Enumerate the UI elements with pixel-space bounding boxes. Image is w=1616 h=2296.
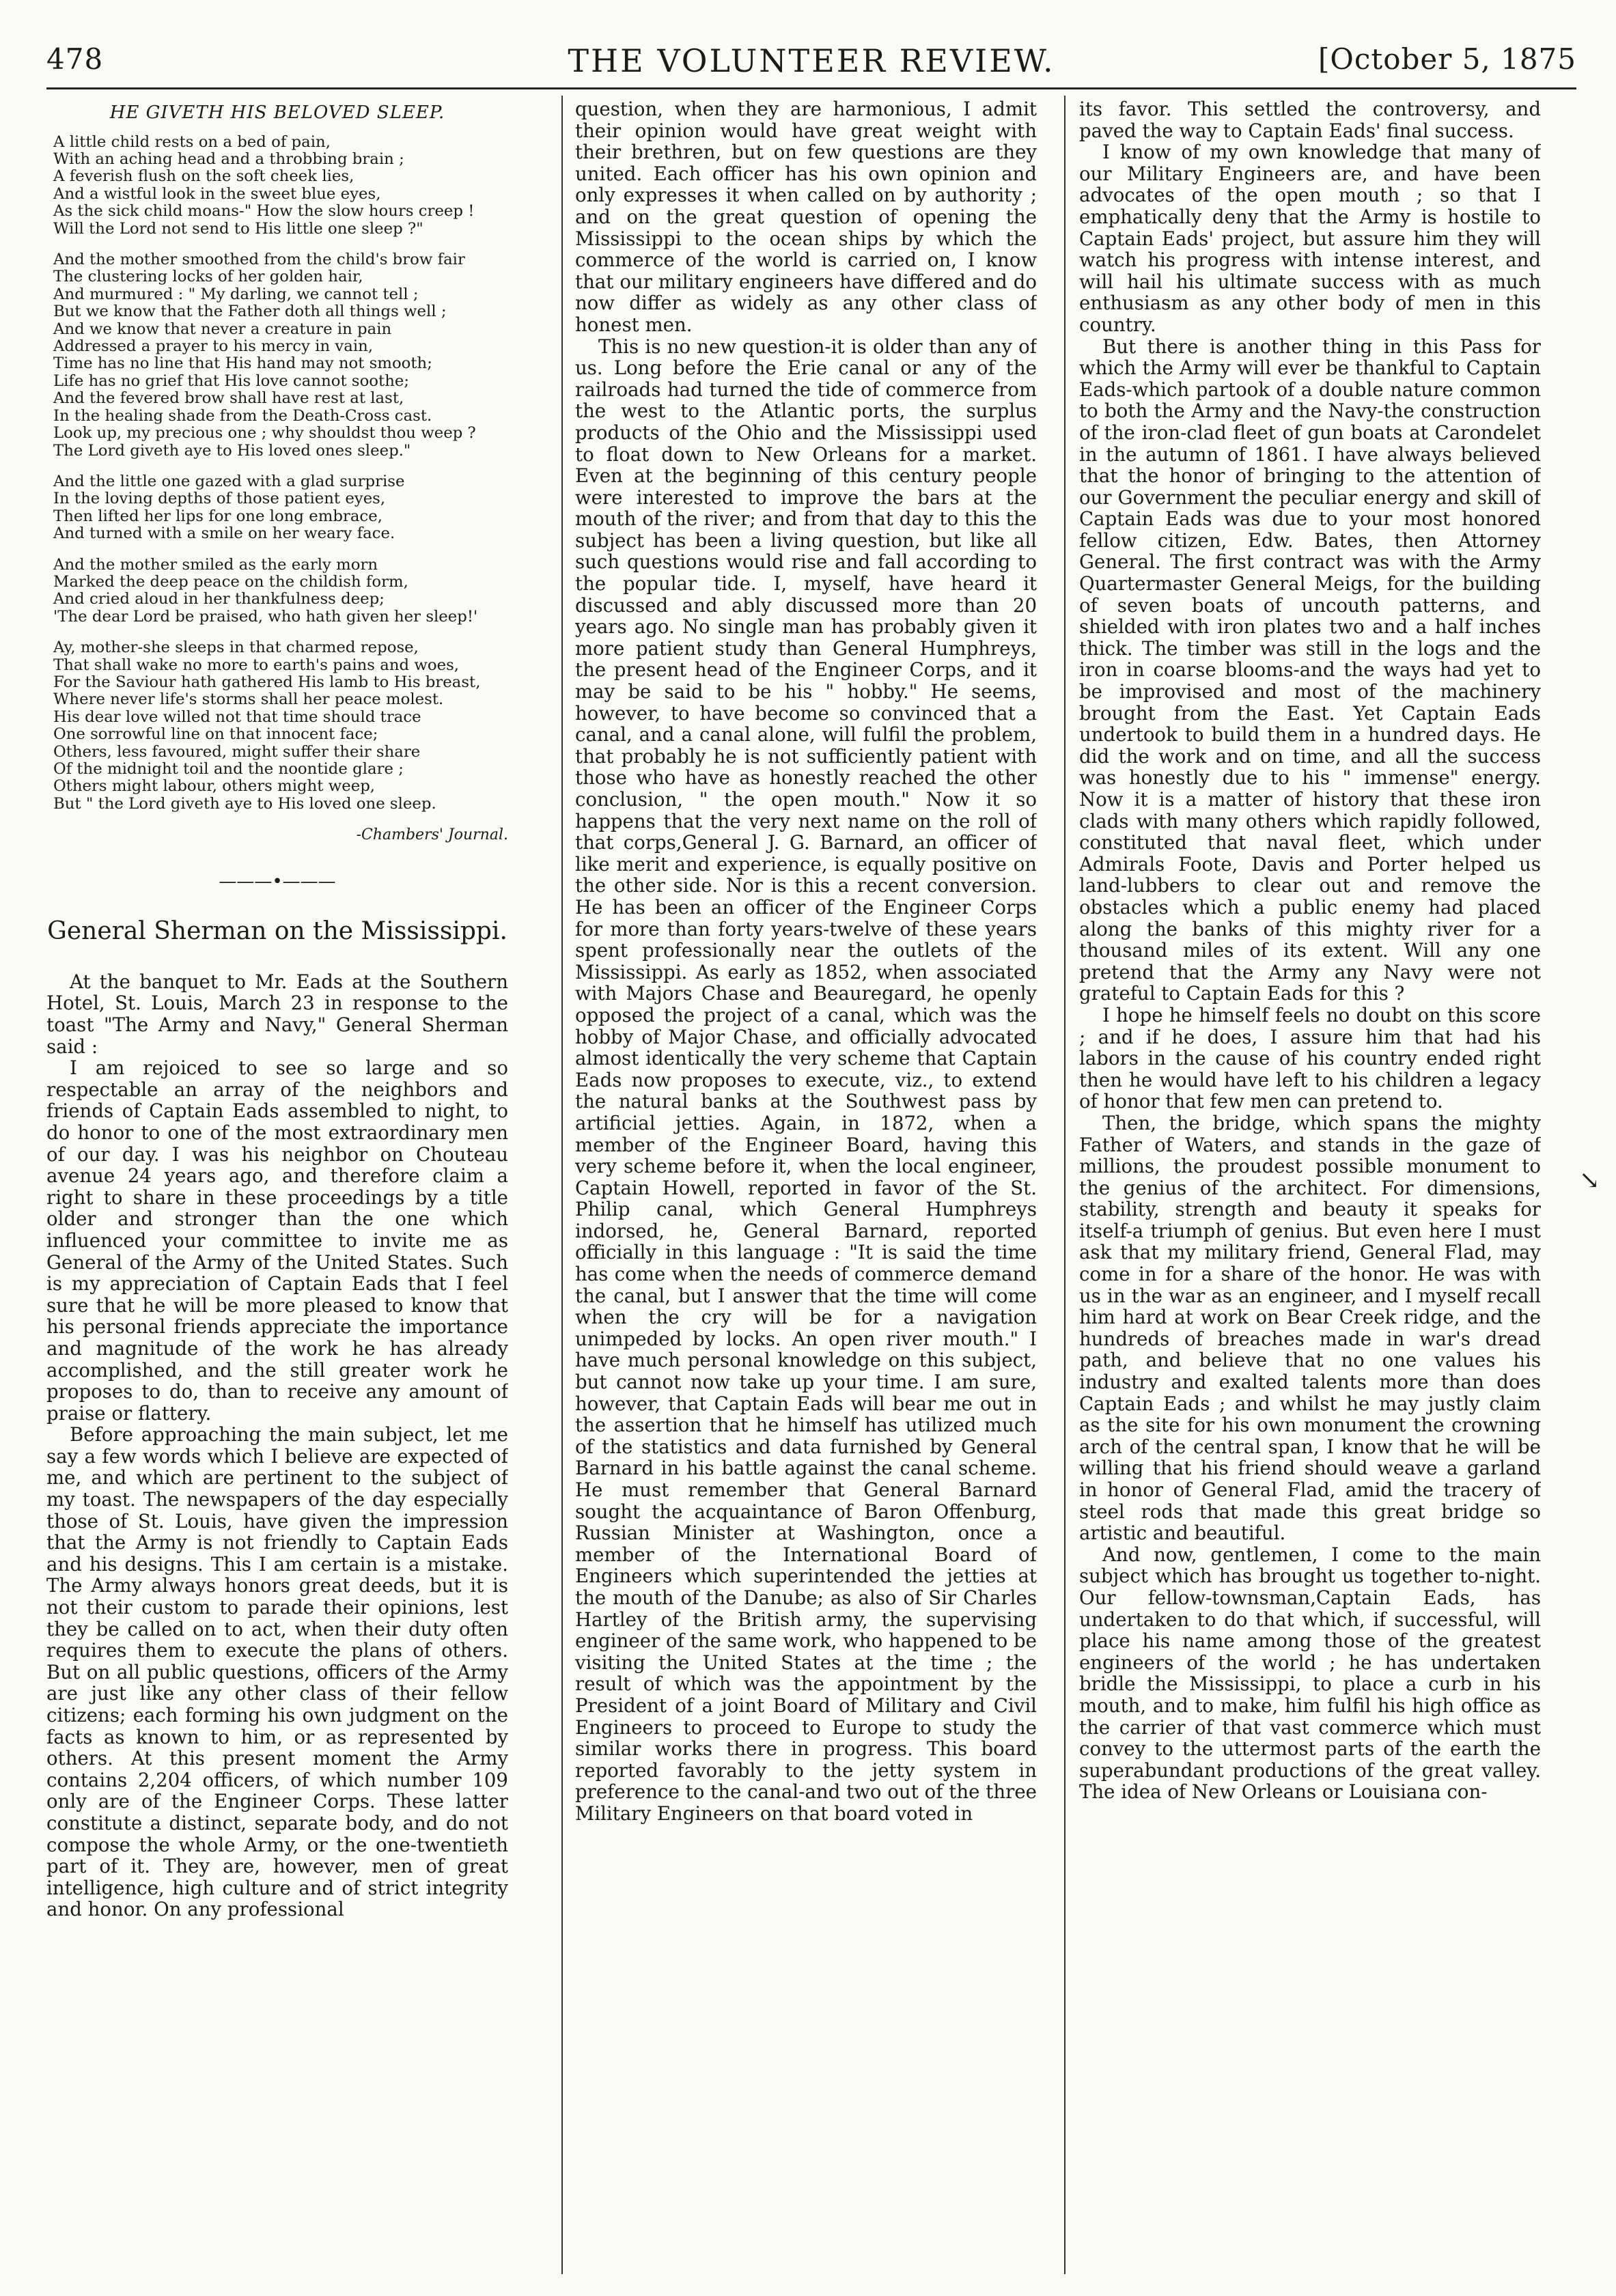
poem-line: With an aching head and a throbbing brain ; [53, 150, 404, 168]
issue-date: [October 5, 1875 [1318, 42, 1576, 76]
column-2-text [575, 98, 1037, 1825]
poem-stanza [53, 251, 508, 460]
article-paragraph: Before approaching the main subject, let me say a few words which I believe are expected of me, and which are pertinent to the subject of my toast. The newspapers of the day especially those of St. Louis, have given the impression that the Army is not friendly to Captain Eads and his designs. This I am certain is a mistake. The Army always honors great deeds, but it is not their custom to parade their opinions, lest they be called on to act, when their duty often requires them to execute the plans of others. But on all public questions, officers of the Army are just like any other class of their fellow citizens; each forming his own judgment on the facts as known to him, or as represented by others. At this present moment the Army contains 2,204 officers, of which number 109 only are of the Engineer Corps. These latter constitute a distinct, separate body, and do not compose the whole Army, or the one-twentieth part of it. They are, however, men of great intelligence, high culture and of strict integrity and honor. On any professional [46, 1423, 508, 1921]
poem-line: Others might labour, others might weep, [53, 777, 376, 796]
poem-line: And the little one gazed with a glad surprise [53, 472, 405, 490]
poem-line: One sorrowful line on that innocent face; [53, 725, 378, 744]
poem-line: But we know that the Father doth all things well ; [53, 303, 447, 321]
column-1 [46, 98, 508, 2277]
page-number: 478 [46, 42, 104, 76]
column-3-text [1079, 98, 1541, 1803]
poem-stanza [53, 473, 508, 543]
poem-line: Life has no grief that His love cannot soothe; [53, 372, 410, 390]
margin-mark: ↘ [1579, 1166, 1600, 1194]
poem-line: Will the Lord not send to His little one sleep ?" [53, 219, 423, 238]
poem-line: And the mother smoothed from the child's brow fair [53, 251, 465, 269]
article-paragraph: Then, the bridge, which spans the mighty Father of Waters, and stands in the gaze of millions, the proudest possible monument to the genius of the architect. For dimensions, stability, strength and beauty it speaks for itself-a triumph of genius. But even here I must ask that my military friend, General Flad, may come in for a share of the honor. He was with us in the war as an engineer, and I myself recall him hard at work on Bear Creek ridge, and the hundreds of breaches made in war's dread path, and believe that no one values his industry and exalted talents more than does Captain Eads ; and whilst he may justly claim as the site for his own monument the crowning arch of the central span, I know that he will be willing that his friend should weave a garland in honor of General Flad, amid the tracery of steel rods that made this great bridge so artistic and beautiful. [1079, 1111, 1541, 1545]
column-1-text [46, 971, 508, 1920]
poem-line: Time has no line that His hand may not smooth; [53, 354, 432, 373]
section-divider: ———•——— [219, 871, 336, 893]
header-rule [46, 87, 1576, 89]
poem-line: The Lord giveth aye to His loved ones sleep." [53, 441, 411, 460]
column-rule [561, 96, 563, 2274]
poem-line: Of the midnight toil and the noontide glare ; [53, 760, 404, 778]
column-2 [575, 98, 1037, 2277]
article-title: General Sherman on the Mississippi. [47, 916, 507, 945]
article-paragraph: I know of my own knowledge that many of our Military Engineers are, and have been advocates of the open mouth ; so that I emphatically deny that the Army is hostile to Captain Eads' project, but assure him they will watch his progress with intense interest, and will hail his ultimate success with as much enthusiasm as any other body of men in this country. [1079, 141, 1541, 336]
poem-line: And the fevered brow shall have rest at last, [53, 389, 404, 408]
poem-line: That shall wake no more to earth's pains and woes, [53, 656, 460, 674]
article-paragraph: And now, gentlemen, I come to the main subject which has brought us together to-night. Our fellow-townsman,Captain Eads, has undertaken to do that which, if successful, will place his name among those of the greatest engineers of the world ; he has undertaken bridle the Mississippi, to place a curb in his mouth, and to make, him fulfil his high office as the carrier of that vast commerce which must convey to the uttermost parts of the earth the superabundant productions of the great valley. The idea of New Orleans or Louisiana con- [1079, 1543, 1541, 1804]
poem-line: And a wistful look in the sweet blue eyes, [53, 184, 381, 203]
poem-line: Where never life's storms shall her peace molest. [53, 690, 444, 709]
poem-line: And murmured : " My darling, we cannot tell ; [53, 285, 419, 303]
poem-line: For the Saviour hath gathered His lamb to His breast, [53, 673, 481, 691]
poem-line: His dear love willed not that time should trace [53, 708, 421, 726]
poem-line: A little child rests on a bed of pain, [53, 132, 331, 151]
poem-line: Others, less favoured, might suffer their share [53, 742, 421, 761]
poem-attribution: -Chambers' Journal. [356, 826, 508, 844]
column-rule [1064, 96, 1065, 2274]
publication-title: THE VOLUNTEER REVIEW. [568, 42, 1055, 79]
masthead [46, 42, 1576, 90]
poem-stanza [53, 134, 508, 238]
poem-line: Marked the deep peace on the childish form, [53, 572, 408, 591]
poem-line: And the mother smiled as the early morn [53, 555, 378, 574]
poem-line: Look up, my precious one ; why shouldst thou weep ? [53, 424, 476, 443]
poem-title: HE GIVETH HIS BELOVED SLEEP. [109, 102, 445, 123]
article-paragraph: This is no new question-it is older than any of us. Long before the Erie canal or any of the railroads had turned the tide of commerce from the west to the Atlantic ports, the surplus products of the Ohio and the Mississippi used to float down to New Orleans for a market. Even at the beginning of this century people were interested to improve the bars at the mouth of the river; and from that day to this the subject has been a living question, but like all such questions would rise and fall according to the popular tide. I, myself, have heard it discussed and ably discussed more than 20 years ago. No single man has probably given it more patient study than General Humphreys, the present head of the Engineer Corps, and it may be said to be his " hobby." He seems, however, to have become so convinced that a canal, and a canal alone, will fulfil the problem, that probably he is not sufficiently patient with those who have as honestly reached the other conclusion, " the open mouth." Now it so happens that the very next name on the roll of that corps,General J. G. Barnard, an officer of like merit and experience, is equally positive on the other side. Nor is this a recent conversion. He has been an officer of the Engineer Corps for more than forty years-twelve of these years spent professionally near the outlets of the Mississippi. As early as 1852, when associated with Majors Chase and Beauregard, he openly opposed the project of a canal, which was the hobby of Major Chase, and officially advocated almost identically the very scheme that Captain Eads now proposes to execute, viz., to extend the natural banks at the Southwest pass by artificial jetties. Again, in 1872, when a member of the Engineer Board, having this very scheme before it, when the local engineer, Captain Howell, reported in favor of the St. Philip canal, which General Humphreys indorsed, he, General Barnard, reported officially in this language : "It is said the time has come when the needs of commerce demand the canal, but I answer that the time will come when the cry will be for a navigation unimpeded by locks. An open river mouth." I have much personal knowledge on this subject, but cannot now take up your time. I am sure, however, that Captain Eads will bear me out in the assertion that he himself has utilized much of the statistics and data furnished by General Barnard in his battle against the canal scheme. He must remember that General Barnard sought the acquaintance of Baron Offenburg, Russian Minister at Washington, once a member of the International Board of Engineers which superintended the jetties at the mouth of the Danube; as also of Sir Charles Hartley of the British army, the supervising engineer of the same work, who happened to be visiting the United States at the time ; the result of which was the appointment by the President of a joint Board of Military and Civil Engineers to proceed to Europe to study the similar works there in progress. This board reported favorably to the jetty system in preference to the canal-and two out of the three Military Engineers on that board voted in [575, 335, 1037, 1825]
poem-body [53, 134, 508, 813]
poem-line: Then lifted her lips for one long embrace, [53, 507, 382, 525]
poem-line: And we know that never a creature in pain [53, 320, 392, 338]
article-paragraph: But there is another thing in this Pass for which the Army will ever be thankful to Captain Eads-which partook of a double nature common to both the Army and the Navy-the construction of the iron-clad fleet of gun boats at Carondelet in the autumn of 1861. I have always believed that the honor of bringing to the attention of our Government the peculiar energy and skill of Captain Eads was due to your most honored fellow citizen, Edw. Bates, then Attorney General. The first contract was with the Army Quartermaster General Meigs, for the building of seven boats of uncouth patterns, and shielded with iron plates two and a half inches thick. The timber was still in the logs and the iron in coarse blooms-and the ways had yet to be improvised and most of the machinery brought from the East. Yet Captain Eads undertook to build them in a hundred days. He did the work and on time, and all the success was honestly due to his " immense" energy. Now it is a matter of history that these iron clads with many others which rapidly followed, constituted that naval fleet, which under Admirals Foote, Davis and Porter helped us land-lubbers to clear out and remove the obstacles which a public enemy had placed along the banks of this mighty river for a thousand miles of its extent. Will any one pretend that the Army any Navy were not grateful to Captain Eads for this ? [1079, 335, 1541, 1005]
poem-stanza [53, 557, 508, 626]
article-paragraph: I hope he himself feels no doubt on this score ; and if he does, I assure him that had his labors in the cause of his country ended right then he would have left to his children a legacy of honor that few men can pretend to. [1079, 1003, 1541, 1113]
poem-line: And turned with a smile on her weary face. [53, 524, 395, 543]
poem-line: And cried aloud in her thankfulness deep; [53, 590, 385, 608]
article-paragraph: its favor. This settled the controversy, and paved the way to Captain Eads' final success. [1079, 98, 1541, 142]
poem-line: In the loving depths of those patient eyes, [53, 490, 386, 508]
poem-line: Addressed a prayer to his mercy in vain, [53, 337, 374, 356]
article-paragraph: At the banquet to Mr. Eads at the Southern Hotel, St. Louis, March 23 in response to the toast "The Army and Navy," General Sherman said : [46, 970, 508, 1058]
poem-line: A feverish flush on the soft cheek lies, [53, 167, 354, 186]
poem-line: As the sick child moans-" How the slow hours creep ! [53, 202, 475, 221]
poem-line: In the healing shade from the Death-Cross cast. [53, 406, 432, 425]
poem-line: But " the Lord giveth aye to His loved one sleep. [53, 794, 436, 813]
poem-stanza [53, 639, 508, 813]
article-paragraph: question, when they are harmonious, I admit their opinion would have great weight with their brethren, but on few questions are they united. Each officer has his own opinion and only expresses it when called on by authority ; and on the great question of opening the Mississippi to the ocean ships by which the commerce of the world is carried on, I know that our military engineers have differed and do now differ as widely as any other class of honest men. [575, 98, 1037, 336]
column-3 [1079, 98, 1541, 2277]
article-paragraph: I am rejoiced to see so large and so respectable an array of the neighbors and friends of Captain Eads assembled to night, to do honor to one of the most extraordinary men of our day. I was his neighbor on Chouteau avenue 24 years ago, and therefore claim a right to share in these proceedings by a title older and stronger than the one which influenced your committee to invite me as General of the Army of the United States. Such is my appreciation of Captain Eads that I feel sure that he will be more pleased to know that his personal friends appreciate the importance and magnitude of the work he has already accomplished, and the still greater work he proposes to do, than to receive any amount of praise or flattery. [46, 1056, 508, 1425]
poem-line: 'The dear Lord be praised, who hath given her sleep!' [53, 607, 478, 626]
poem-line: Ay, mother-she sleeps in that charmed repose, [53, 639, 419, 657]
poem-line: The clustering locks of her golden hair, [53, 268, 363, 286]
